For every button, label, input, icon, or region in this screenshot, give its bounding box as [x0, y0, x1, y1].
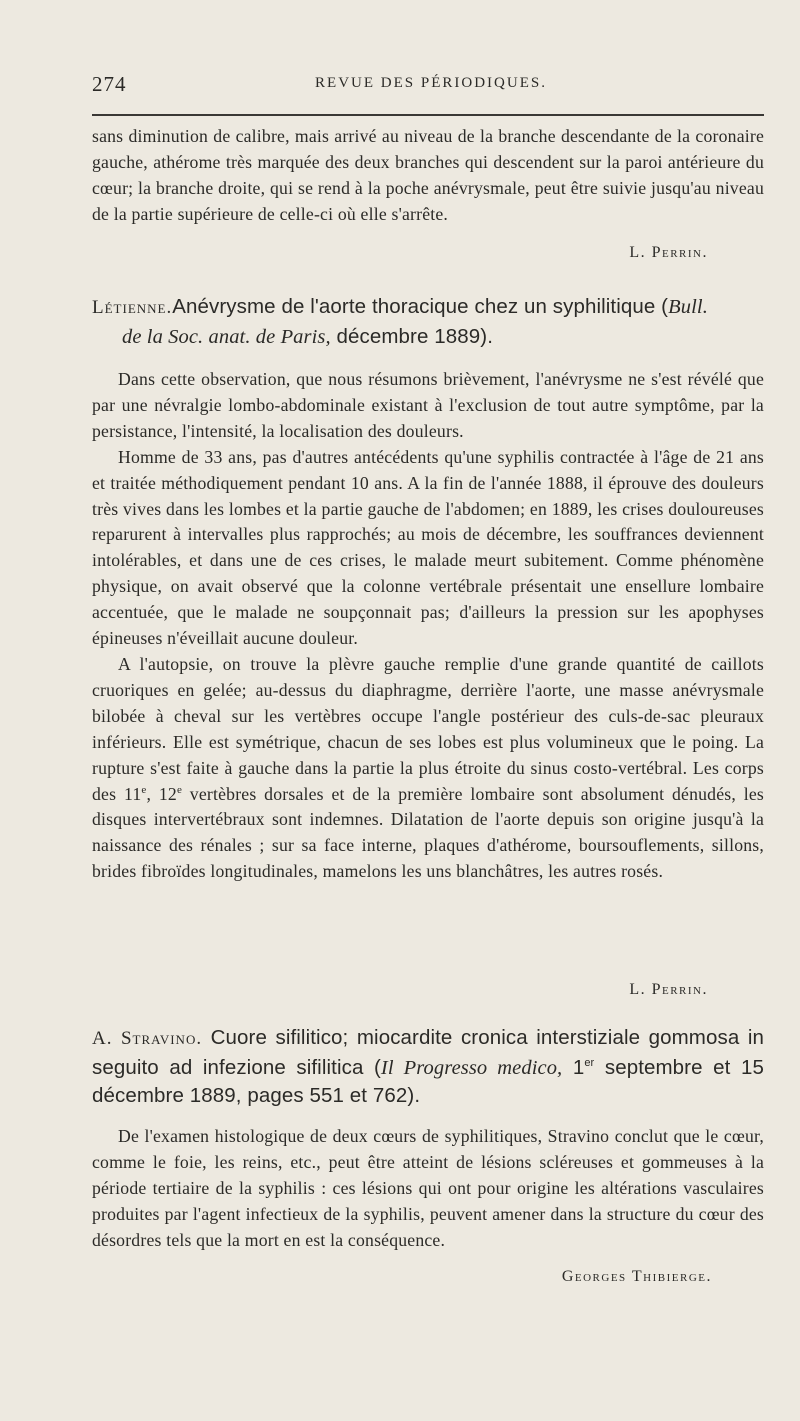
header-rule: [92, 114, 764, 116]
article-body-letienne: [92, 367, 764, 885]
journal-title: REVUE DES PÉRIODIQUES.: [315, 75, 547, 91]
running-head: [92, 72, 770, 102]
page-number: 274: [92, 72, 127, 96]
continuation-text: sans diminution de calibre, mais arrivé au niveau de la branche descendante de la coronaire gauche, athérome très marquée des deux branches qui descendent sur la paroi antérieure du cœur; la branche droite, qui se rend à la poche anévrysmale, peut être suivie jusqu'au niveau de la partie supérieure de celle-ci où elle s'arrête.: [92, 126, 764, 224]
article-date: décembre 1889).: [330, 324, 493, 348]
paragraph: A l'autopsie, on trouve la plèvre gauche remplie d'une grande quantité de caillots cruoriques en gelée; au-dessus du diaphragme, derrière l'aorte, une masse anévrysmale bilobée à cheval sur les vertèbres occupe l'angle postérieur des culs-de-sac pleuraux inférieurs. Elle est symétrique, chacun de ses lobes est plus volumineux que le poing. La rupture s'est faite à gauche dans la partie la plus étroite du sinus costo-vertébral. Les corps des 11e, 12e vertèbres dorsales et de la première lombaire sont absolument dénudés, les disques intervertébraux sont indemnes. Dilatation de l'aorte depuis son origine jusqu'à la naissance des rénales ; sur sa face interne, plaques d'athérome, boursouflements, sillons, brides fibroïdes longitudinales, mamelons les uns blanchâtres, les autres rosés.: [92, 653, 764, 882]
signature-perrin-1: L. Perrin.: [629, 244, 708, 261]
article-title: Cuore sifilitico; miocardite cronica interstiziale gommosa in seguito ad infezione sifilitica (: [92, 1026, 765, 1079]
signature-thibierge: Georges Thibierge.: [561, 1268, 712, 1285]
article-source: Bull.: [668, 296, 708, 318]
article-title: Anévrysme de l'aorte thoracique chez un syphilitique (: [172, 295, 669, 318]
article-author: A. Stravino.: [92, 1028, 203, 1049]
paragraph: Dans cette observation, que nous résumons brièvement, l'anévrysme ne s'est révélé que par une névralgie lombo-abdominale existant à l'exclusion de tout autre symptôme, par la persistance, l'intensité, la localisation des douleurs.: [92, 369, 764, 441]
article-title-stravino: [92, 1024, 764, 1111]
article-title-letienne: [92, 293, 764, 351]
paragraph: De l'examen histologique de deux cœurs de syphilitiques, Stravino conclut que le cœur, comme le foie, les reins, etc., peut être atteint de lésions scléreuses et gommeuses à la période tertiaire de la syphilis : ces lésions qui ont pour origine les altérations vasculaires produites par l'agent infectieux de la syphilis, peuvent amener dans la structure du cœur des désordres tels que la mort en est la conséquence.: [92, 1126, 764, 1250]
signature-perrin-2: L. Perrin.: [629, 981, 708, 998]
article-source-cont: de la Soc. anat. de Paris,: [122, 325, 331, 348]
article-body-stravino: [92, 1124, 764, 1254]
article-source: Il Progresso medico,: [380, 1056, 563, 1079]
article-date: 1er septembre et 15 décembre 1889, pages 551 et 762).: [92, 1055, 764, 1107]
paragraph: Homme de 33 ans, pas d'autres antécédents qu'une syphilis contractée à l'âge de 21 ans et traitée méthodiquement pendant 10 ans. A la fin de l'année 1888, il éprouve des douleurs très vives dans les lombes et la partie gauche de l'abdomen; en 1889, les crises douloureuses reparurent à intervalles plus rapprochés; au mois de décembre, les souffrances deviennent intolérables, et dans une de ces crises, le malade meurt subitement. Comme phénomène physique, on avait observé que la colonne vertébrale présentait une ensellure lombaire accentuée, que le malade ne soupçonnait pas; d'ailleurs la pression sur les apophyses épineuses n'éveillait aucune douleur.: [92, 446, 764, 649]
article-author: Létienne.: [92, 297, 173, 318]
continuation-paragraph: [92, 124, 764, 228]
